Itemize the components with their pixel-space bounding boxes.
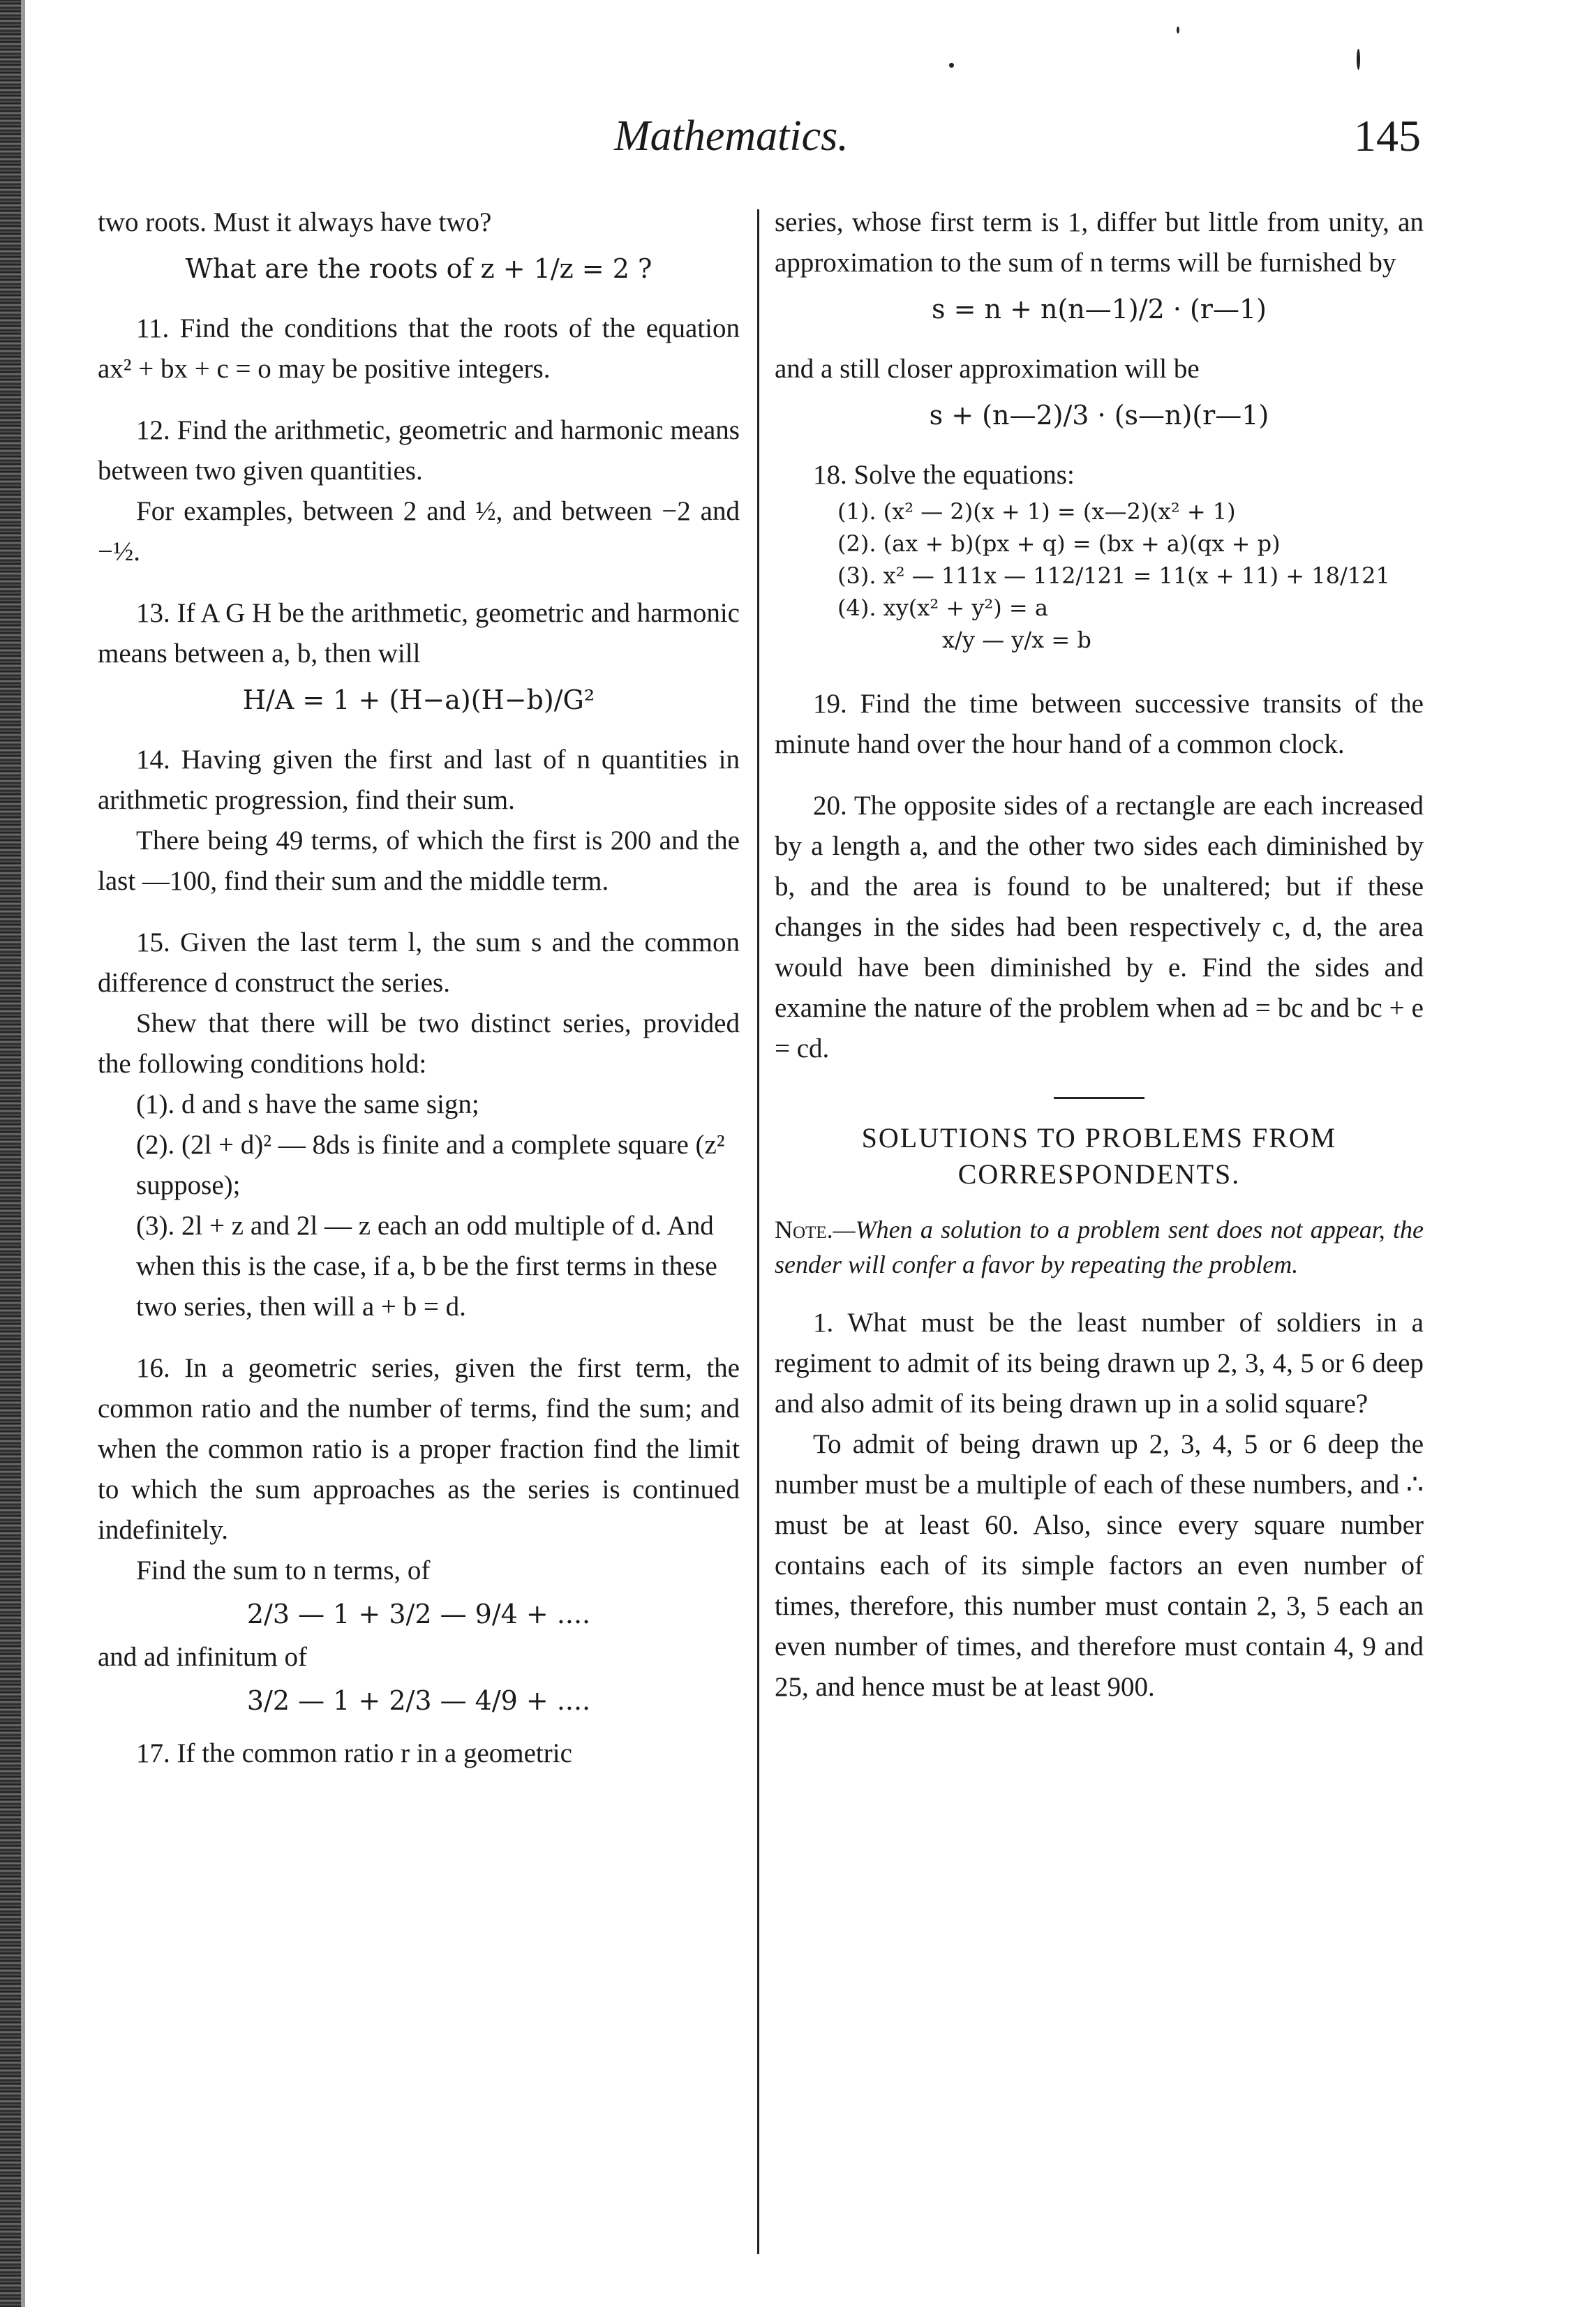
equation-3: (3). x² — 111x — 112/121 = 11(x + 11) + 18/121: [837, 562, 1390, 589]
formula: What are the roots of z + 1/z = 2 ?: [185, 253, 652, 284]
problem-18: 18. Solve the equations:: [813, 460, 1075, 490]
equation-2: (2). (ax + b)(px + q) = (bx + a)(qx + p): [837, 530, 1281, 557]
problem-13: 13. If A G H be the arithmetic, geometric and harmonic means between a, b, then will: [98, 598, 740, 669]
equation-4b: x/y — y/x = b: [942, 627, 1091, 653]
problem-16-infinitum: and ad infinitum of: [98, 1642, 308, 1672]
speck: [1177, 27, 1179, 33]
problem-12-example: For examples, between 2 and ½, and between −2 and −½.: [98, 496, 740, 567]
section-heading: SOLUTIONS TO PROBLEMS FROM CORRESPONDENTS.: [861, 1122, 1337, 1190]
page-spine-edge: [0, 0, 21, 2307]
section-divider: [1054, 1097, 1144, 1099]
formula: 3/2 — 1 + 2/3 — 4/9 + ....: [246, 1685, 591, 1716]
condition-1: (1). d and s have the same sign;: [136, 1089, 479, 1119]
formula: s = n + n(n—1)/2 · (r—1): [932, 294, 1267, 324]
solution-1-question: 1. What must be the least number of soldiers in a regiment to admit of its being drawn up 2, 3, 4, 5 or 6 deep and also admit of its being drawn up in a solid square?: [775, 1308, 1424, 1419]
problem-16: 16. In a geometric series, given the first term, the common ratio and the number of terms, find the sum; and when the common ratio is a proper fraction find the limit to which the sum approaches as the series is continued indefinitely.: [98, 1353, 740, 1545]
problem-14: 14. Having given the first and last of n quantities in arithmetic progression, find their sum.: [98, 745, 740, 815]
page-number: 145: [1354, 111, 1421, 160]
problem-15-statement: Shew that there will be two distinct series, provided the following conditions hold:: [98, 1008, 740, 1079]
solution-1-answer: To admit of being drawn up 2, 3, 4, 5 or 6 deep the number must be a multiple of each of these numbers, and ∴ must be at least 60. Also, since every square number contains each of its simple factors an even number of times, therefore, this number must contain 2, 3, 5 each an even number of times, and therefore must contain 4, 9 and 25, and hence must be at least 900.: [775, 1429, 1424, 1702]
formula: H/A = 1 + (H−a)(H−b)/G²: [242, 685, 595, 715]
paragraph: and a still closer approximation will be: [775, 354, 1200, 384]
problem-15: 15. Given the last term l, the sum s and the common difference d construct the series.: [98, 927, 740, 998]
paragraph: two roots. Must it always have two?: [98, 207, 492, 237]
speck: [1357, 49, 1360, 70]
note-text: —When a solution to a problem sent does not appear, the sender will confer a favor by repeating the problem.: [775, 1216, 1424, 1278]
problem-17-continued: series, whose first term is 1, differ but little from unity, an approximation to the sum of n terms will be furnished by: [775, 207, 1424, 278]
problem-17: 17. If the common ratio r in a geometric: [136, 1738, 572, 1768]
column-divider: [757, 209, 759, 2254]
left-column: [98, 202, 740, 1774]
equation-1: (1). (x² — 2)(x + 1) = (x—2)(x² + 1): [837, 498, 1236, 525]
running-header-title: Mathematics.: [614, 112, 849, 160]
right-column: [775, 202, 1424, 1729]
editor-note: [775, 1212, 1424, 1282]
problem-20: 20. The opposite sides of a rectangle are each increased by a length a, and the other two sides each diminished by b, and the area is found to be unaltered; but if these changes in the sides had been respectively c, d, the area would have been diminished by e. Find the sides and examine the nature of the problem when ad = bc and bc + e = cd.: [775, 791, 1424, 1063]
page-spine-shadow: [21, 0, 25, 2307]
problem-12: 12. Find the arithmetic, geometric and harmonic means between two given quantities.: [98, 415, 740, 486]
note-label: Note.: [775, 1216, 833, 1244]
speck: [949, 63, 954, 68]
formula: s + (n—2)/3 · (s—n)(r—1): [929, 400, 1269, 431]
problem-11: 11. Find the conditions that the roots of the equation ax² + bx + c = o may be positive integers.: [98, 313, 740, 384]
condition-3: (3). 2l + z and 2l — z each an odd multiple of d. And when this is the case, if a, b be the first terms in these two series, then will a + b = d.: [136, 1211, 717, 1322]
problem-14-example: There being 49 terms, of which the first is 200 and the last —100, find their sum and the middle term.: [98, 826, 740, 896]
equation-4: (4). xy(x² + y²) = a: [837, 595, 1048, 621]
condition-2: (2). (2l + d)² — 8ds is finite and a complete square (z² suppose);: [136, 1130, 725, 1200]
formula: 2/3 — 1 + 3/2 — 9/4 + ....: [246, 1599, 591, 1629]
problem-19: 19. Find the time between successive transits of the minute hand over the hour hand of a common clock.: [775, 689, 1424, 759]
problem-16-series-intro: Find the sum to n terms, of: [136, 1555, 431, 1585]
